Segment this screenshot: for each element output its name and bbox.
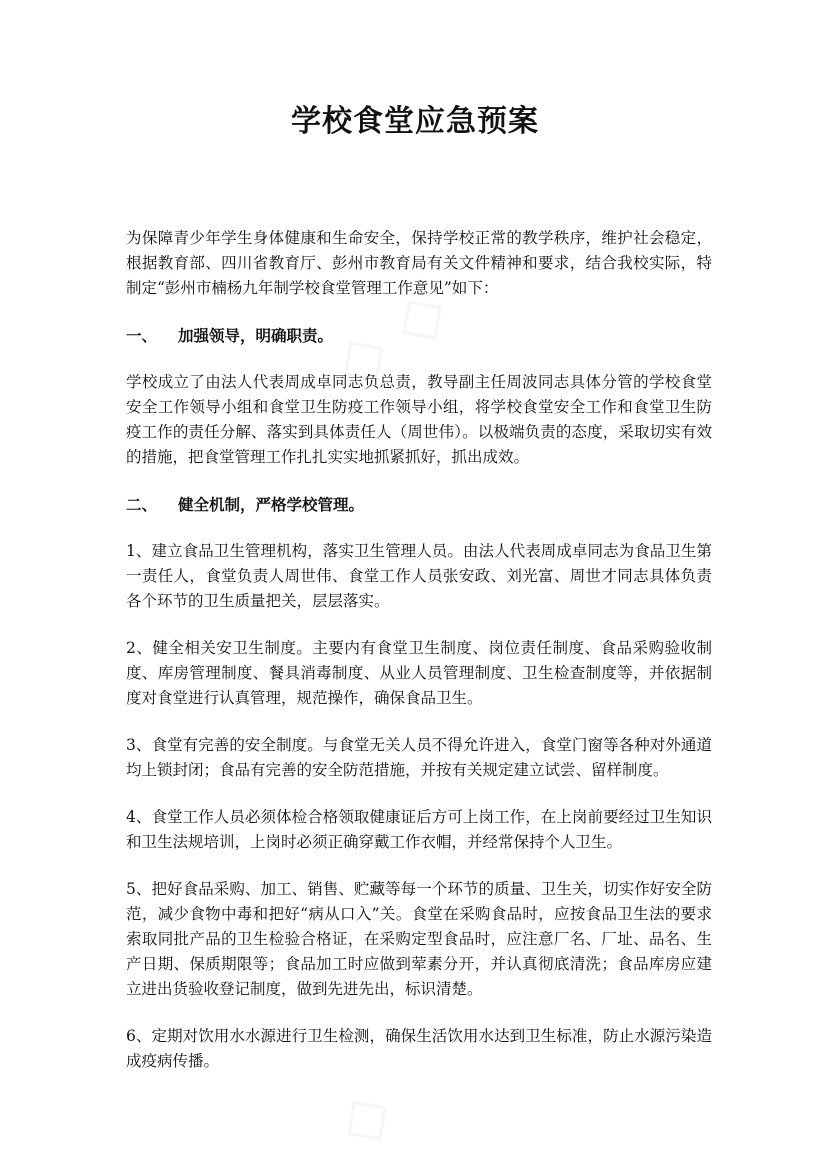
section-2-number: 二、 <box>126 495 158 514</box>
section-2-item-5: 5、把好食品采购、加工、销售、贮藏等每一个环节的质量、卫生关，切实作好安全防范，减少食物中毒和把好“病从口入”关。食堂在采购食品时，应按食品卫生法的要求索取同批产品的卫生检验合格证，在采购定型食品时，应注意厂名、厂址、品名、生产日期、保质期限等；食品加工时应做到荤素分开，并认真彻底清洗；食品库房应建立进出货验收登记制度，做到先进先出，标识清楚。 <box>126 880 712 998</box>
section-2-item-6: 6、定期对饮用水水源进行卫生检测，确保生活饮用水达到卫生标准，防止水源污染造成疫病传播。 <box>126 1027 712 1070</box>
document-body <box>126 226 712 1096</box>
section-2-heading <box>126 492 712 517</box>
section-1-number: 一、 <box>126 326 158 345</box>
section-1-body: 学校成立了由法人代表周成卓同志负总责，教导副主任周波同志具体分管的学校食堂安全工作领导小组和食堂卫生防疫工作领导小组，将学校食堂安全工作和食堂卫生防疫工作的责任分解、落实到具体责任人（周世伟）。以极端负责的态度，采取切实有效的措施，把食堂管理工作扎扎实实地抓紧抓好，抓出成效。 <box>126 373 712 466</box>
intro-paragraph: 为保障青少年学生身体健康和生命安全，保持学校正常的教学秩序，维护社会稳定，根据教育部、四川省教育厅、彭州市教育局有关文件精神和要求，结合我校实际，特制定“彭州市楠杨九年制学校食堂管理工作意见”如下： <box>126 229 712 297</box>
section-1-heading <box>126 323 712 348</box>
section-2-item-2: 2、健全相关安卫生制度。主要内有食堂卫生制度、岗位责任制度、食品采购验收制度、库房管理制度、餐具消毒制度、从业人员管理制度、卫生检查制度等，并依据制度对食堂进行认真管理，规范操作，确保食品卫生。 <box>126 639 712 707</box>
section-2-item-3: 3、食堂有完善的安全制度。与食堂无关人员不得允许进入，食堂门窗等各种对外通道均上锁封闭；食品有完善的安全防范措施，并按有关规定建立试尝、留样制度。 <box>126 736 712 779</box>
section-2-item-4: 4、食堂工作人员必须体检合格领取健康证后方可上岗工作，在上岗前要经过卫生知识和卫生法规培训，上岗时必须正确穿戴工作衣帽，并经常保持个人卫生。 <box>126 808 712 851</box>
section-2-title: 健全机制，严格学校管理。 <box>178 495 365 514</box>
section-2-item-1: 1、建立食品卫生管理机构，落实卫生管理人员。由法人代表周成卓同志为食品卫生第一责任人，食堂负责人周世伟、食堂工作人员张安政、刘光富、周世才同志具体负责各个环节的卫生质量把关，层层落实。 <box>126 542 712 610</box>
section-1-title: 加强领导，明确职责。 <box>178 326 334 345</box>
document-title: 学校食堂应急预案 <box>291 104 539 139</box>
